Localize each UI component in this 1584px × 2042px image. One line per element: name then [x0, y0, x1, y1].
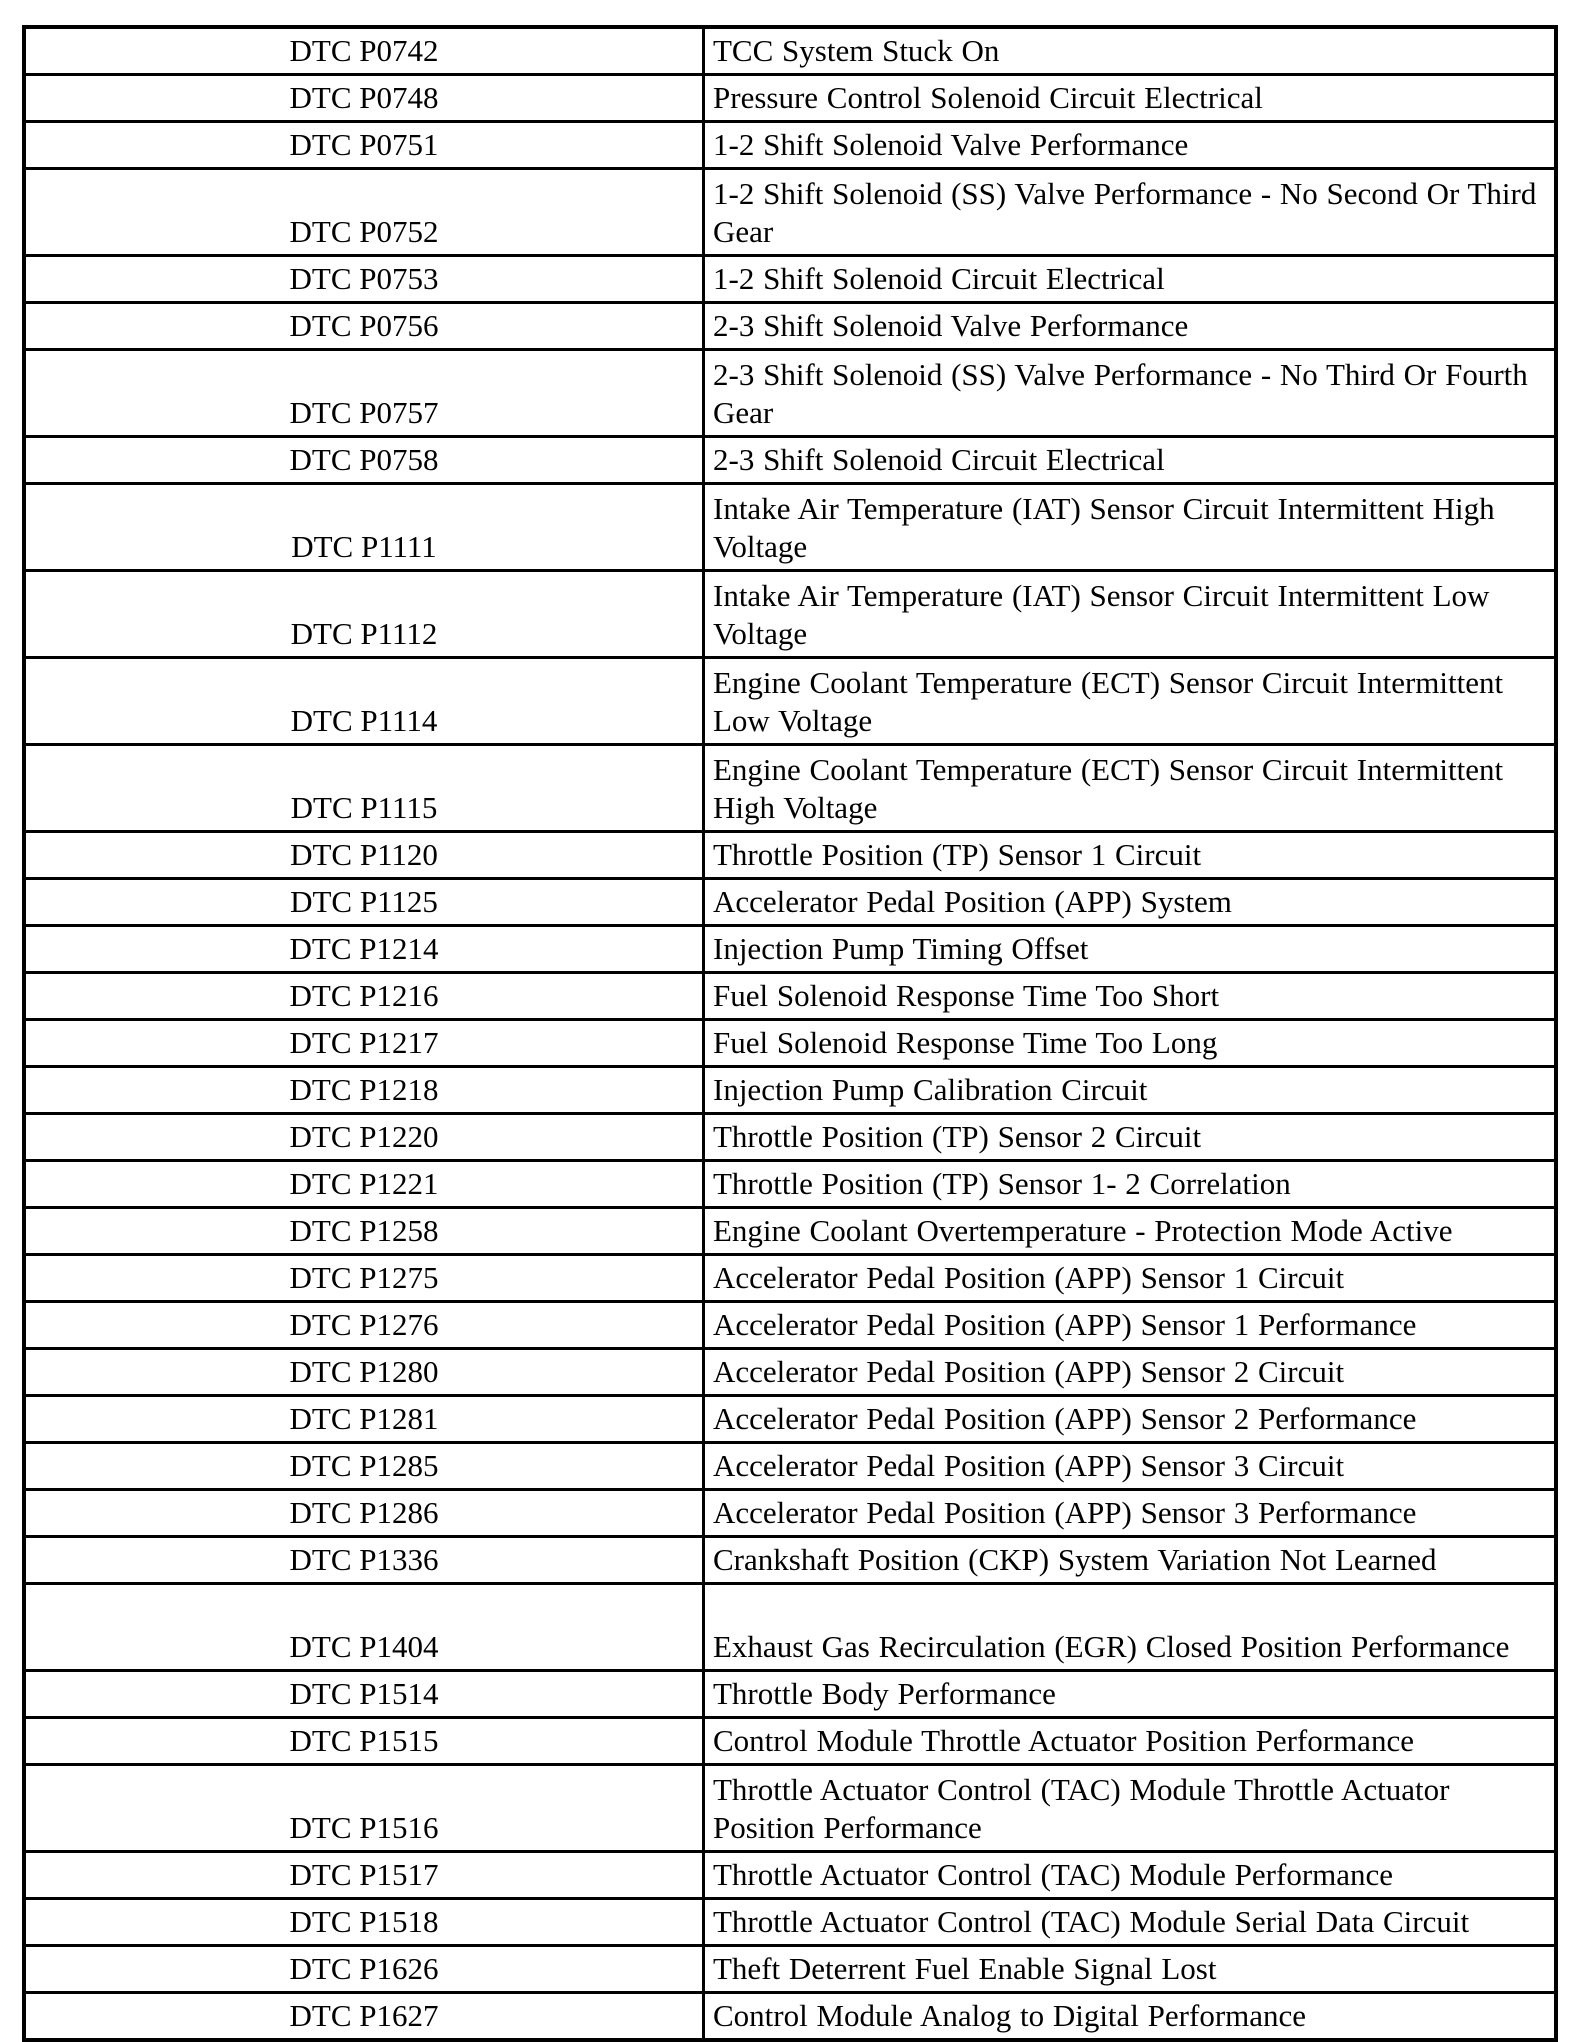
- dtc-description-cell: Accelerator Pedal Position (APP) System: [704, 879, 1557, 926]
- dtc-code-cell: DTC P0748: [24, 75, 704, 122]
- dtc-description-cell: Engine Coolant Overtemperature - Protection Mode Active: [704, 1208, 1557, 1255]
- dtc-code-cell: DTC P1517: [24, 1852, 704, 1899]
- dtc-code-cell: DTC P0756: [24, 303, 704, 350]
- dtc-description-cell: Injection Pump Timing Offset: [704, 926, 1557, 973]
- dtc-description-cell: Engine Coolant Temperature (ECT) Sensor Circuit Intermittent High Voltage: [704, 745, 1557, 832]
- table-row: [24, 27, 1556, 75]
- table-row: [24, 1765, 1556, 1852]
- dtc-table-body: [24, 27, 1556, 2040]
- dtc-code-cell: DTC P0742: [24, 27, 704, 75]
- dtc-description-cell: Intake Air Temperature (IAT) Sensor Circuit Intermittent Low Voltage: [704, 571, 1557, 658]
- table-row: [24, 122, 1556, 169]
- dtc-description-cell: Accelerator Pedal Position (APP) Sensor 2 Circuit: [704, 1349, 1557, 1396]
- table-row: [24, 1584, 1556, 1671]
- dtc-code-cell: DTC P1515: [24, 1718, 704, 1765]
- table-row: [24, 1020, 1556, 1067]
- dtc-description-cell: Throttle Position (TP) Sensor 1- 2 Correlation: [704, 1161, 1557, 1208]
- dtc-description-cell: 1-2 Shift Solenoid (SS) Valve Performance - No Second Or Third Gear: [704, 169, 1557, 256]
- table-row: [24, 973, 1556, 1020]
- table-row: [24, 926, 1556, 973]
- dtc-code-cell: DTC P1627: [24, 1993, 704, 2041]
- dtc-description-cell: Intake Air Temperature (IAT) Sensor Circuit Intermittent High Voltage: [704, 484, 1557, 571]
- dtc-description-cell: Accelerator Pedal Position (APP) Sensor 1 Circuit: [704, 1255, 1557, 1302]
- table-row: [24, 1067, 1556, 1114]
- dtc-description-cell: Pressure Control Solenoid Circuit Electrical: [704, 75, 1557, 122]
- dtc-description-cell: Exhaust Gas Recirculation (EGR) Closed Position Performance: [704, 1584, 1557, 1671]
- dtc-code-cell: DTC P1276: [24, 1302, 704, 1349]
- table-row: [24, 484, 1556, 571]
- table-row: [24, 1443, 1556, 1490]
- dtc-code-cell: DTC P1216: [24, 973, 704, 1020]
- dtc-code-cell: DTC P0752: [24, 169, 704, 256]
- dtc-code-cell: DTC P0751: [24, 122, 704, 169]
- table-row: [24, 1490, 1556, 1537]
- dtc-code-cell: DTC P1286: [24, 1490, 704, 1537]
- dtc-description-cell: Engine Coolant Temperature (ECT) Sensor Circuit Intermittent Low Voltage: [704, 658, 1557, 745]
- dtc-code-cell: DTC P1221: [24, 1161, 704, 1208]
- dtc-description-cell: 2-3 Shift Solenoid (SS) Valve Performance - No Third Or Fourth Gear: [704, 350, 1557, 437]
- table-row: [24, 1946, 1556, 1993]
- dtc-description-cell: Throttle Actuator Control (TAC) Module Serial Data Circuit: [704, 1899, 1557, 1946]
- dtc-description-cell: Accelerator Pedal Position (APP) Sensor 3 Performance: [704, 1490, 1557, 1537]
- dtc-description-cell: 2-3 Shift Solenoid Valve Performance: [704, 303, 1557, 350]
- dtc-table: [22, 25, 1558, 2042]
- document-page: [22, 25, 1558, 2042]
- dtc-description-cell: Throttle Actuator Control (TAC) Module Performance: [704, 1852, 1557, 1899]
- table-row: [24, 1396, 1556, 1443]
- table-row: [24, 1537, 1556, 1584]
- table-row: [24, 75, 1556, 122]
- dtc-code-cell: DTC P1404: [24, 1584, 704, 1671]
- table-row: [24, 832, 1556, 879]
- table-row: [24, 1671, 1556, 1718]
- dtc-description-cell: Theft Deterrent Fuel Enable Signal Lost: [704, 1946, 1557, 1993]
- dtc-description-cell: Crankshaft Position (CKP) System Variation Not Learned: [704, 1537, 1557, 1584]
- table-row: [24, 256, 1556, 303]
- dtc-description-cell: Accelerator Pedal Position (APP) Sensor 2 Performance: [704, 1396, 1557, 1443]
- dtc-code-cell: DTC P1115: [24, 745, 704, 832]
- dtc-description-cell: Injection Pump Calibration Circuit: [704, 1067, 1557, 1114]
- dtc-code-cell: DTC P1514: [24, 1671, 704, 1718]
- dtc-description-cell: 1-2 Shift Solenoid Valve Performance: [704, 122, 1557, 169]
- dtc-description-cell: 2-3 Shift Solenoid Circuit Electrical: [704, 437, 1557, 484]
- table-row: [24, 1208, 1556, 1255]
- table-row: [24, 658, 1556, 745]
- table-row: [24, 1302, 1556, 1349]
- dtc-code-cell: DTC P1220: [24, 1114, 704, 1161]
- table-row: [24, 1852, 1556, 1899]
- dtc-description-cell: Accelerator Pedal Position (APP) Sensor 1 Performance: [704, 1302, 1557, 1349]
- dtc-code-cell: DTC P1280: [24, 1349, 704, 1396]
- table-row: [24, 303, 1556, 350]
- table-row: [24, 1899, 1556, 1946]
- table-row: [24, 879, 1556, 926]
- dtc-description-cell: 1-2 Shift Solenoid Circuit Electrical: [704, 256, 1557, 303]
- dtc-description-cell: Fuel Solenoid Response Time Too Short: [704, 973, 1557, 1020]
- dtc-code-cell: DTC P1336: [24, 1537, 704, 1584]
- table-row: [24, 1718, 1556, 1765]
- dtc-code-cell: DTC P1518: [24, 1899, 704, 1946]
- dtc-description-cell: Accelerator Pedal Position (APP) Sensor 3 Circuit: [704, 1443, 1557, 1490]
- dtc-code-cell: DTC P0753: [24, 256, 704, 303]
- table-row: [24, 571, 1556, 658]
- table-row: [24, 1161, 1556, 1208]
- table-row: [24, 1349, 1556, 1396]
- dtc-description-cell: Fuel Solenoid Response Time Too Long: [704, 1020, 1557, 1067]
- dtc-description-cell: Throttle Body Performance: [704, 1671, 1557, 1718]
- dtc-code-cell: DTC P1112: [24, 571, 704, 658]
- dtc-code-cell: DTC P1516: [24, 1765, 704, 1852]
- dtc-code-cell: DTC P1111: [24, 484, 704, 571]
- dtc-description-cell: Throttle Position (TP) Sensor 2 Circuit: [704, 1114, 1557, 1161]
- dtc-code-cell: DTC P1626: [24, 1946, 704, 1993]
- dtc-code-cell: DTC P0757: [24, 350, 704, 437]
- table-row: [24, 437, 1556, 484]
- dtc-description-cell: Throttle Actuator Control (TAC) Module Throttle Actuator Position Performance: [704, 1765, 1557, 1852]
- table-row: [24, 1993, 1556, 2041]
- table-row: [24, 1114, 1556, 1161]
- dtc-code-cell: DTC P1125: [24, 879, 704, 926]
- dtc-code-cell: DTC P1285: [24, 1443, 704, 1490]
- dtc-description-cell: TCC System Stuck On: [704, 27, 1557, 75]
- dtc-code-cell: DTC P1214: [24, 926, 704, 973]
- table-row: [24, 169, 1556, 256]
- dtc-code-cell: DTC P0758: [24, 437, 704, 484]
- dtc-description-cell: Control Module Throttle Actuator Position Performance: [704, 1718, 1557, 1765]
- dtc-code-cell: DTC P1114: [24, 658, 704, 745]
- dtc-code-cell: DTC P1217: [24, 1020, 704, 1067]
- dtc-description-cell: Throttle Position (TP) Sensor 1 Circuit: [704, 832, 1557, 879]
- table-row: [24, 745, 1556, 832]
- dtc-code-cell: DTC P1275: [24, 1255, 704, 1302]
- dtc-description-cell: Control Module Analog to Digital Performance: [704, 1993, 1557, 2041]
- dtc-code-cell: DTC P1120: [24, 832, 704, 879]
- table-row: [24, 350, 1556, 437]
- dtc-code-cell: DTC P1218: [24, 1067, 704, 1114]
- dtc-code-cell: DTC P1281: [24, 1396, 704, 1443]
- table-row: [24, 1255, 1556, 1302]
- dtc-code-cell: DTC P1258: [24, 1208, 704, 1255]
